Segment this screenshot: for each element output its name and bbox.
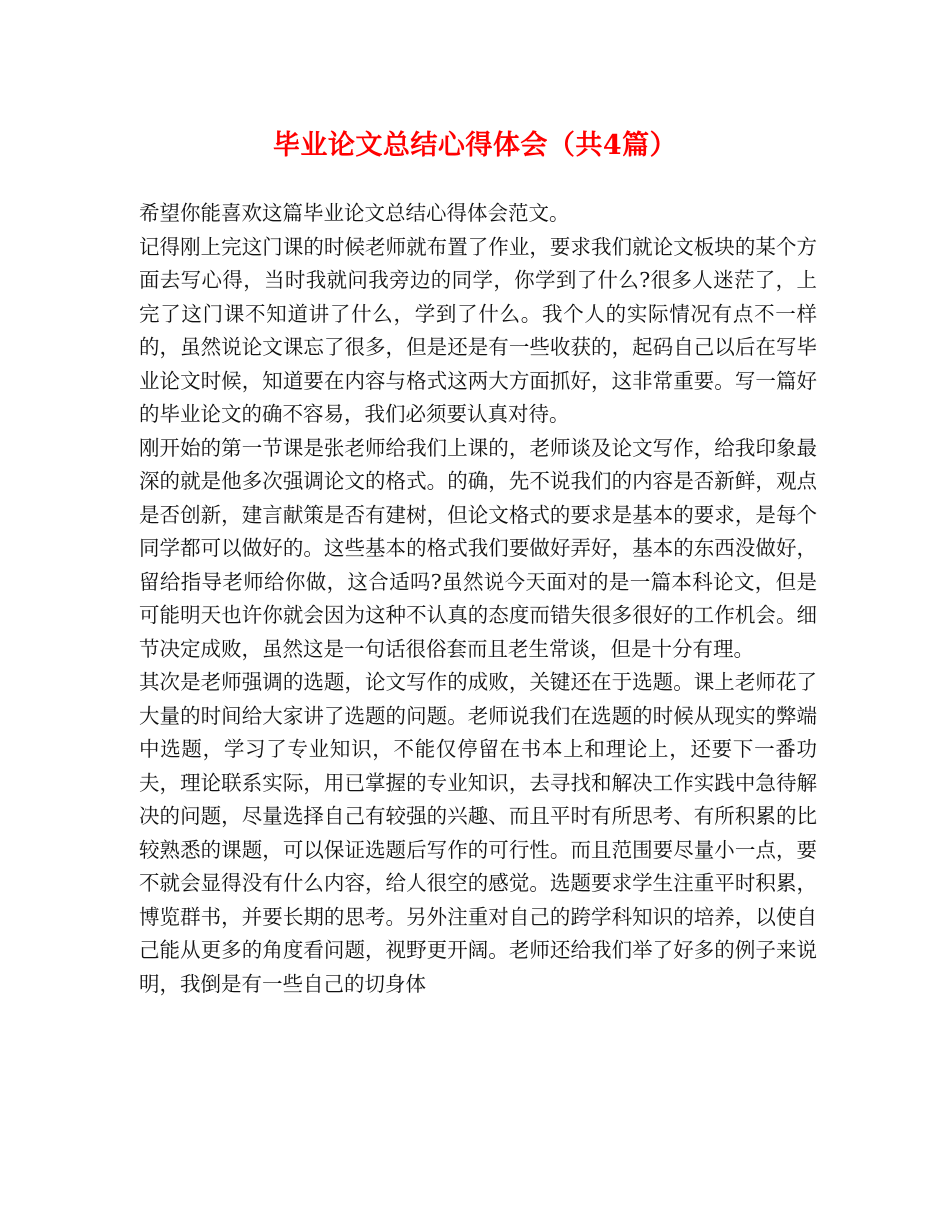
paragraph-intro: 希望你能喜欢这篇毕业论文总结心得体会范文。 (139, 201, 570, 225)
paragraph-1: 记得刚上完这门课的时候老师就布置了作业，要求我们就论文板块的某个方面去写心得，当时我就问我旁边的同学，你学到了什么?很多人迷茫了，上完了这门课不知道讲了什么，学到了什么。我个人的实际情况有点不一样的，虽然说论文课忘了很多，但是还是有一些收获的，起码自己以后在写毕业论文时候，知道要在内容与格式这两大方面抓好，这非常重要。写一篇好的毕业论文的确不容易，我们必须要认真对待。 (139, 234, 817, 426)
paragraph-2: 刚开始的第一节课是张老师给我们上课的，老师谈及论文写作，给我印象最深的就是他多次强调论文的格式。的确，先不说我们的内容是否新鲜，观点是否创新，建言献策是否有建树，但论文格式的要求是基本的要求，是每个同学都可以做好的。这些基本的格式我们要做好弄好，基本的东西没做好，留给指导老师给你做，这合适吗?虽然说今天面对的是一篇本科论文，但是可能明天也许你就会因为这种不认真的态度而错失很多很好的工作机会。细节决定成败，虽然这是一句话很俗套而且老生常谈，但是十分有理。 (139, 435, 817, 661)
document-title: 毕业论文总结心得体会（共4篇） (272, 130, 678, 161)
document-body (139, 197, 817, 1001)
paragraph-3: 其次是老师强调的选题，论文写作的成败，关键还在于选题。课上老师花了大量的时间给大家讲了选题的问题。老师说我们在选题的时候从现实的弊端中选题，学习了专业知识，不能仅停留在书本上和理论上，还要下一番功夫，理论联系实际，用已掌握的专业知识，去寻找和解决工作实践中急待解决的问题，尽量选择自己有较强的兴趣、而且平时有所思考、有所积累的比较熟悉的课题，可以保证选题后写作的可行性。而且范围要尽量小一点，要不就会显得没有什么内容，给人很空的感觉。选题要求学生注重平时积累，博览群书，并要长期的思考。另外注重对自己的跨学科知识的培养，以使自己能从更多的角度看问题，视野更开阔。老师还给我们举了好多的例子来说明，我倒是有一些自己的切身体 (139, 670, 817, 996)
